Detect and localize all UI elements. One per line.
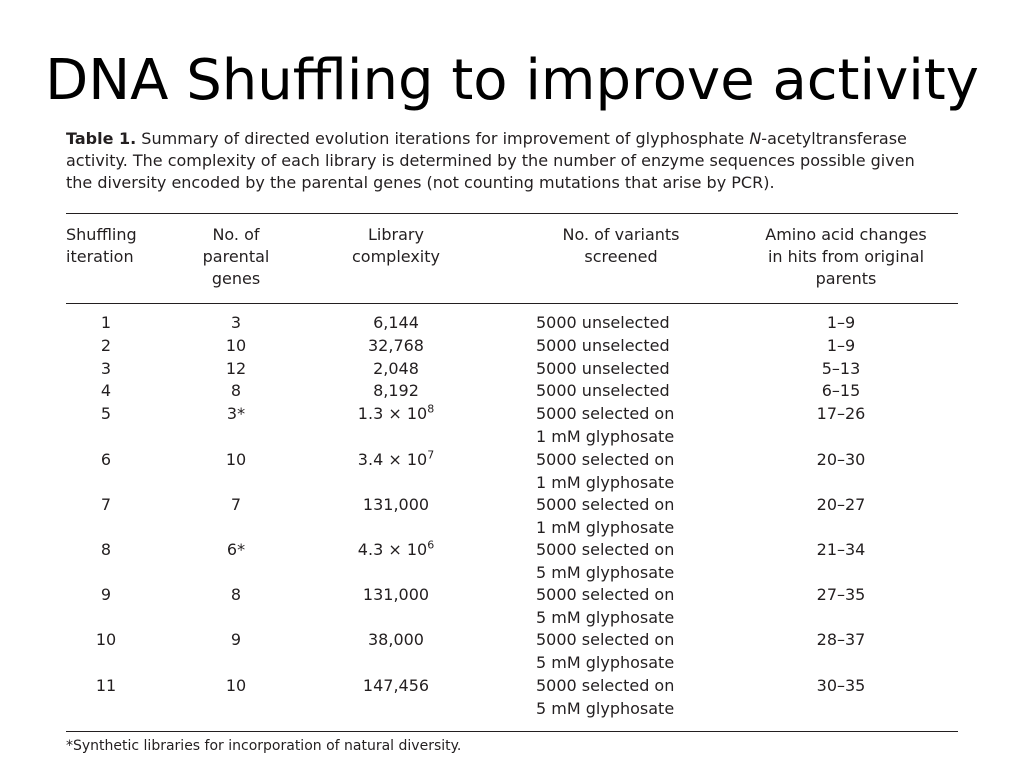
screened-line-2: 5 mM glyphosate — [536, 652, 675, 672]
cell-library-complexity — [326, 403, 466, 426]
cell-library-complexity — [326, 449, 466, 472]
cell-parental-genes: 3* — [226, 404, 246, 423]
cell-amino-acid-changes: 20–30 — [816, 450, 866, 469]
screened-line-2: 5 mM glyphosate — [536, 607, 675, 627]
cell-iteration: 10 — [95, 630, 117, 649]
screened-line-2: 1 mM glyphosate — [536, 426, 675, 446]
table-caption — [66, 128, 936, 194]
complexity-value: 147,456 — [362, 676, 430, 695]
cell-amino-acid-changes: 5–13 — [821, 359, 861, 378]
complexity-value: 32,768 — [368, 336, 424, 355]
header-shuffling-iteration: Shuffling iteration — [66, 225, 137, 266]
cell-library-complexity — [326, 380, 466, 403]
cell-amino-acid-changes: 30–35 — [816, 676, 866, 695]
cell-parental-genes: 8 — [230, 585, 242, 604]
complexity-exponent: 6 — [427, 538, 435, 552]
table-caption-italic: N — [749, 129, 762, 148]
cell-amino-acid-changes: 27–35 — [816, 585, 866, 604]
cell-iteration: 11 — [95, 676, 117, 695]
cell-library-complexity — [326, 494, 466, 517]
screened-line-1: 5000 selected on — [536, 404, 675, 423]
table-caption-text-1: Summary of directed evolution iterations for improvement of glyphosphate — [136, 129, 750, 148]
cell-amino-acid-changes: 21–34 — [816, 540, 866, 559]
cell-amino-acid-changes: 6–15 — [821, 381, 861, 400]
screened-line-2: 1 mM glyphosate — [536, 472, 675, 492]
cell-iteration: 7 — [100, 495, 112, 514]
cell-variants-screened — [536, 494, 726, 539]
cell-library-complexity — [326, 312, 466, 335]
complexity-value: 6,144 — [373, 313, 419, 332]
cell-variants-screened — [536, 629, 726, 674]
table-footnote: *Synthetic libraries for incorporation of natural diversity. — [66, 738, 462, 754]
complexity-value: 131,000 — [362, 495, 430, 514]
screened-line-2: 5 mM glyphosate — [536, 698, 675, 718]
screened-line-1: 5000 selected on — [536, 630, 675, 649]
screened-line-1: 5000 selected on — [536, 495, 675, 514]
screened-line-1: 5000 selected on — [536, 585, 675, 604]
cell-parental-genes: 10 — [225, 450, 247, 469]
cell-iteration: 2 — [100, 336, 112, 355]
screened-line-1: 5000 unselected — [536, 359, 670, 378]
cell-amino-acid-changes: 1–9 — [826, 313, 856, 332]
cell-amino-acid-changes: 20–27 — [816, 495, 866, 514]
cell-iteration: 9 — [100, 585, 112, 604]
cell-iteration: 5 — [100, 404, 112, 423]
screened-line-1: 5000 unselected — [536, 381, 670, 400]
header-library-complexity: Library complexity — [352, 225, 440, 266]
complexity-value: 4.3 × 10 — [357, 540, 428, 559]
cell-parental-genes: 12 — [225, 359, 247, 378]
cell-parental-genes: 3 — [230, 313, 242, 332]
screened-line-1: 5000 unselected — [536, 336, 670, 355]
table-caption-text-2: -acetyltransferase activity. The complexity of each library is determined by the number of enzyme sequences possible given the diversity encoded by the parental genes (not counting mutations that arise by PCR). — [66, 129, 915, 192]
cell-parental-genes: 8 — [230, 381, 242, 400]
cell-iteration: 6 — [100, 450, 112, 469]
screened-line-1: 5000 unselected — [536, 313, 670, 332]
cell-variants-screened — [536, 380, 726, 403]
complexity-value: 131,000 — [362, 585, 430, 604]
complexity-value: 8,192 — [373, 381, 419, 400]
table-bottom-rule — [66, 731, 958, 732]
slide-title: DNA Shuffling to improve activity — [45, 48, 979, 113]
cell-variants-screened — [536, 539, 726, 584]
cell-parental-genes: 7 — [230, 495, 242, 514]
header-variants-screened: No. of variants screened — [562, 225, 680, 266]
complexity-value: 38,000 — [368, 630, 424, 649]
table-header — [66, 224, 958, 300]
cell-library-complexity — [326, 539, 466, 562]
cell-library-complexity — [326, 629, 466, 652]
cell-variants-screened — [536, 403, 726, 448]
complexity-value: 3.4 × 10 — [357, 450, 428, 469]
cell-parental-genes: 10 — [225, 676, 247, 695]
cell-amino-acid-changes: 17–26 — [816, 404, 866, 423]
cell-iteration: 1 — [100, 313, 112, 332]
cell-library-complexity — [326, 584, 466, 607]
header-parental-genes: No. of parental genes — [202, 225, 270, 288]
cell-parental-genes: 10 — [225, 336, 247, 355]
table-header-rule — [66, 303, 958, 304]
table-top-rule — [66, 213, 958, 214]
complexity-exponent: 7 — [427, 448, 435, 462]
complexity-exponent: 8 — [427, 402, 435, 416]
cell-variants-screened — [536, 449, 726, 494]
complexity-value: 2,048 — [373, 359, 419, 378]
cell-variants-screened — [536, 335, 726, 358]
screened-line-2: 1 mM glyphosate — [536, 517, 675, 537]
cell-library-complexity — [326, 335, 466, 358]
cell-amino-acid-changes: 1–9 — [826, 336, 856, 355]
screened-line-1: 5000 selected on — [536, 540, 675, 559]
complexity-value: 1.3 × 10 — [357, 404, 428, 423]
cell-variants-screened — [536, 584, 726, 629]
screened-line-1: 5000 selected on — [536, 450, 675, 469]
header-amino-acid-changes: Amino acid changes in hits from original parents — [765, 225, 927, 288]
cell-library-complexity — [326, 358, 466, 381]
cell-parental-genes: 6* — [226, 540, 246, 559]
cell-variants-screened — [536, 358, 726, 381]
screened-line-2: 5 mM glyphosate — [536, 562, 675, 582]
cell-parental-genes: 9 — [230, 630, 242, 649]
cell-amino-acid-changes: 28–37 — [816, 630, 866, 649]
cell-iteration: 3 — [100, 359, 112, 378]
cell-iteration: 8 — [100, 540, 112, 559]
table-caption-label: Table 1. — [66, 129, 137, 148]
cell-variants-screened — [536, 312, 726, 335]
cell-variants-screened — [536, 675, 726, 720]
cell-library-complexity — [326, 675, 466, 698]
screened-line-1: 5000 selected on — [536, 676, 675, 695]
cell-iteration: 4 — [100, 381, 112, 400]
